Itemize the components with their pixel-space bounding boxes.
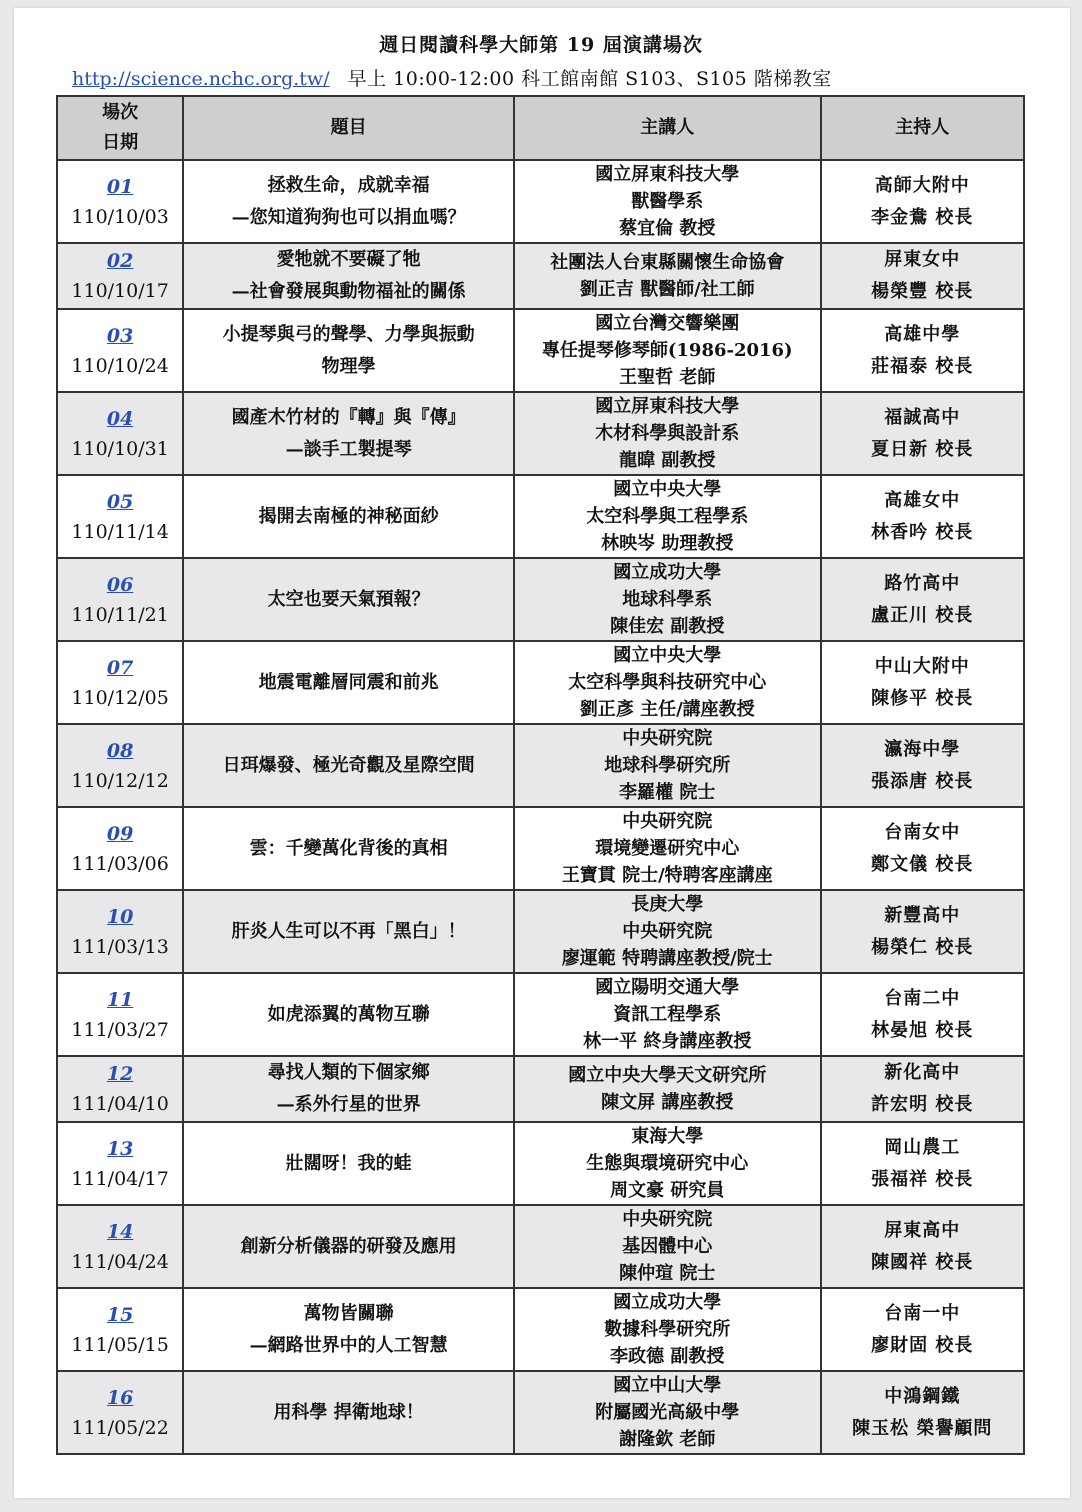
- session-date: 110/10/03: [71, 205, 169, 228]
- topic-line: 壯闊呀！我的蛙: [285, 1152, 412, 1174]
- page-title: 週日閱讀科學大師第 19 屆演講場次: [379, 34, 703, 56]
- session-date-cell: [57, 1122, 183, 1205]
- topic-cell: [183, 1205, 514, 1288]
- host-line: 福誠高中: [884, 406, 961, 428]
- topic-line: 如虎添翼的萬物互聯: [267, 1003, 430, 1025]
- host-line: 陳國祥 校長: [871, 1251, 974, 1273]
- speaker-line: 國立成功大學: [613, 1292, 722, 1313]
- session-number-link[interactable]: 02: [106, 250, 134, 272]
- speaker-line: 附屬國光高級中學: [595, 1402, 740, 1423]
- topic-cell: [183, 475, 514, 558]
- speaker-line: 國立中央大學天文研究所: [568, 1065, 767, 1086]
- host-line: 許宏明 校長: [871, 1094, 974, 1115]
- speaker-line: 王寶貫 院士/特聘客座講座: [561, 865, 773, 886]
- speaker-line: 李政德 副教授: [610, 1346, 725, 1367]
- session-number-link[interactable]: 05: [106, 490, 134, 513]
- topic-line: 尋找人類的下個家鄉: [267, 1062, 430, 1083]
- table-row: [57, 724, 1024, 807]
- session-date: 111/04/10: [71, 1093, 169, 1115]
- topic-line: 揭開去南極的神秘面紗: [258, 505, 439, 527]
- speaker-line: 王聖哲 老師: [619, 367, 716, 388]
- speaker-line: 國立中山大學: [613, 1375, 722, 1396]
- topic-line: —網路世界中的人工智慧: [249, 1334, 448, 1356]
- speaker-cell: [514, 558, 821, 641]
- speaker-line: 陳文屏 講座教授: [601, 1092, 734, 1113]
- table-row: [57, 1122, 1024, 1205]
- speaker-cell: [514, 160, 821, 243]
- host-line: 張添唐 校長: [871, 770, 974, 792]
- table-row: [57, 1371, 1024, 1454]
- session-date: 111/04/17: [71, 1167, 169, 1190]
- session-date-cell: [57, 1056, 183, 1122]
- table-row: [57, 309, 1024, 392]
- speaker-cell: [514, 1056, 821, 1122]
- host-line: 陳修平 校長: [871, 687, 974, 709]
- session-date-cell: [57, 1288, 183, 1371]
- speaker-line: 東海大學: [631, 1126, 704, 1147]
- session-number-link[interactable]: 06: [106, 573, 134, 596]
- session-number-link[interactable]: 04: [106, 407, 134, 430]
- session-number-link[interactable]: 13: [106, 1137, 134, 1160]
- table-row: [57, 475, 1024, 558]
- speaker-line: 李羅權 院士: [619, 782, 716, 803]
- host-cell: [821, 1056, 1024, 1122]
- host-line: 新豐高中: [884, 904, 961, 926]
- topic-cell: [183, 243, 514, 309]
- session-number-link[interactable]: 14: [106, 1220, 134, 1243]
- host-cell: [821, 973, 1024, 1056]
- speaker-line: 國立中央大學: [613, 479, 722, 500]
- session-date: 111/04/24: [71, 1250, 169, 1273]
- session-date-cell: [57, 558, 183, 641]
- session-date-cell: [57, 724, 183, 807]
- host-line: 屏東高中: [884, 1219, 961, 1241]
- speaker-line: 長庚大學: [631, 894, 704, 915]
- session-date: 111/03/13: [71, 935, 169, 958]
- speaker-line: 劉正吉 獸醫師/社工師: [579, 279, 755, 300]
- topic-cell: [183, 392, 514, 475]
- host-cell: [821, 1205, 1024, 1288]
- host-line: 台南女中: [884, 821, 961, 843]
- speaker-line: 太空科學與科技研究中心: [568, 672, 767, 693]
- speaker-cell: [514, 1205, 821, 1288]
- speaker-line: 林一平 終身講座教授: [583, 1031, 752, 1052]
- host-line: 高雄中學: [884, 323, 961, 345]
- session-date: 110/10/31: [71, 437, 169, 460]
- session-number-link[interactable]: 12: [106, 1063, 134, 1085]
- speaker-line: 蔡宜倫 教授: [619, 218, 716, 239]
- topic-cell: [183, 309, 514, 392]
- session-date: 111/05/22: [71, 1416, 169, 1439]
- host-line: 林晏旭 校長: [871, 1019, 974, 1041]
- session-date-cell: [57, 1371, 183, 1454]
- table-row: [57, 1056, 1024, 1122]
- lecture-schedule-table: [56, 95, 1025, 1455]
- session-date-cell: [57, 807, 183, 890]
- topic-cell: [183, 1056, 514, 1122]
- host-line: 中鴻鋼鐵: [884, 1385, 961, 1407]
- topic-line: 太空也要天氣預報？: [267, 588, 430, 610]
- speaker-line: 陳佳宏 副教授: [610, 616, 725, 637]
- speaker-line: 環境變遷研究中心: [595, 838, 740, 859]
- host-cell: [821, 475, 1024, 558]
- header-host: 主持人: [821, 96, 1024, 160]
- speaker-cell: [514, 475, 821, 558]
- speaker-cell: [514, 1122, 821, 1205]
- topic-cell: [183, 1122, 514, 1205]
- topic-cell: [183, 558, 514, 641]
- session-date-cell: [57, 392, 183, 475]
- event-time-location: 早上 10:00-12:00 科工館南館 S103、S105 階梯教室: [347, 68, 832, 90]
- host-cell: [821, 724, 1024, 807]
- speaker-line: 劉正彥 主任/講座教授: [579, 699, 755, 720]
- topic-line: 萬物皆關聯: [303, 1302, 394, 1324]
- host-line: 莊福泰 校長: [871, 355, 974, 377]
- session-date: 110/12/12: [71, 769, 169, 792]
- host-line: 路竹高中: [884, 572, 961, 594]
- host-line: 高師大附中: [874, 174, 970, 196]
- session-date-cell: [57, 243, 183, 309]
- host-cell: [821, 243, 1024, 309]
- host-line: 屏東女中: [884, 249, 961, 270]
- session-number-link[interactable]: 01: [106, 175, 134, 198]
- topic-line: 物理學: [321, 355, 376, 377]
- speaker-line: 國立陽明交通大學: [595, 977, 740, 998]
- topic-cell: [183, 890, 514, 973]
- session-date-cell: [57, 973, 183, 1056]
- speaker-cell: [514, 392, 821, 475]
- host-cell: [821, 160, 1024, 243]
- table-row: [57, 973, 1024, 1056]
- host-cell: [821, 807, 1024, 890]
- session-date: 111/03/27: [71, 1018, 169, 1041]
- session-date-cell: [57, 475, 183, 558]
- session-date-cell: [57, 641, 183, 724]
- website-link[interactable]: http://science.nchc.org.tw/: [72, 68, 330, 90]
- topic-line: 日珥爆發、極光奇觀及星際空間: [222, 754, 475, 776]
- topic-line: 雲：千變萬化背後的真相: [249, 837, 448, 859]
- topic-line: 用科學 捍衛地球！: [273, 1401, 424, 1423]
- topic-line: 肝炎人生可以不再「黑白」！: [231, 920, 466, 942]
- topic-cell: [183, 973, 514, 1056]
- session-date: 110/10/24: [71, 354, 169, 377]
- host-line: 楊榮豐 校長: [871, 281, 974, 302]
- speaker-line: 中央研究院: [622, 1209, 713, 1230]
- session-number-link[interactable]: 15: [106, 1303, 134, 1326]
- host-line: 盧正川 校長: [871, 604, 974, 626]
- topic-cell: [183, 807, 514, 890]
- table-header-row: [57, 96, 1024, 160]
- host-line: 台南一中: [884, 1302, 961, 1324]
- session-number-link[interactable]: 09: [106, 822, 134, 845]
- host-line: 林香吟 校長: [871, 521, 974, 543]
- speaker-cell: [514, 309, 821, 392]
- topic-cell: [183, 160, 514, 243]
- speaker-line: 社團法人台東縣關懷生命協會: [550, 252, 785, 273]
- session-date: 111/03/06: [71, 852, 169, 875]
- speaker-line: 基因體中心: [622, 1236, 713, 1257]
- host-cell: [821, 1371, 1024, 1454]
- table-row: [57, 641, 1024, 724]
- session-number-link[interactable]: 08: [106, 739, 134, 762]
- speaker-line: 專任提琴修琴師(1986-2016): [541, 340, 793, 361]
- table-row: [57, 392, 1024, 475]
- speaker-line: 國立屏東科技大學: [595, 164, 740, 185]
- speaker-line: 資訊工程學系: [613, 1004, 722, 1025]
- speaker-line: 獸醫學系: [631, 191, 704, 212]
- host-line: 中山大附中: [874, 655, 970, 677]
- host-cell: [821, 392, 1024, 475]
- session-number-link[interactable]: 16: [106, 1386, 134, 1409]
- host-line: 張福祥 校長: [871, 1168, 974, 1190]
- topic-line: 小提琴與弓的聲學、力學與振動: [222, 323, 475, 345]
- speaker-line: 國立成功大學: [613, 562, 722, 583]
- speaker-cell: [514, 1288, 821, 1371]
- session-number-link[interactable]: 11: [106, 988, 134, 1011]
- speaker-line: 生態與環境研究中心: [586, 1153, 749, 1174]
- header-session-date: 場次 日期: [57, 96, 183, 160]
- topic-cell: [183, 1288, 514, 1371]
- host-cell: [821, 890, 1024, 973]
- speaker-cell: [514, 807, 821, 890]
- subtitle-line: [72, 64, 832, 91]
- topic-line: 愛牠就不要礙了牠: [276, 249, 421, 270]
- speaker-cell: [514, 973, 821, 1056]
- host-cell: [821, 1122, 1024, 1205]
- host-cell: [821, 1288, 1024, 1371]
- host-line: 鄭文儀 校長: [871, 853, 974, 875]
- speaker-line: 陳仲瑄 院士: [619, 1263, 716, 1284]
- speaker-line: 龍暐 副教授: [619, 450, 716, 471]
- speaker-line: 謝隆欽 老師: [619, 1429, 716, 1450]
- topic-line: —談手工製提琴: [285, 438, 412, 460]
- table-row: [57, 558, 1024, 641]
- topic-line: 地震電離層同震和前兆: [258, 671, 439, 693]
- speaker-line: 周文豪 研究員: [610, 1180, 725, 1201]
- session-date-cell: [57, 1205, 183, 1288]
- speaker-line: 中央研究院: [622, 728, 713, 749]
- host-line: 李金鴦 校長: [871, 206, 974, 228]
- session-number-link[interactable]: 10: [106, 905, 134, 928]
- session-date-cell: [57, 309, 183, 392]
- session-date-cell: [57, 890, 183, 973]
- session-number-link[interactable]: 03: [106, 324, 134, 347]
- host-line: 新化高中: [884, 1062, 961, 1083]
- speaker-line: 地球科學系: [622, 589, 713, 610]
- host-line: 陳玉松 榮譽顧問: [852, 1417, 993, 1439]
- topic-cell: [183, 724, 514, 807]
- speaker-line: 太空科學與工程學系: [586, 506, 749, 527]
- host-cell: [821, 641, 1024, 724]
- speaker-cell: [514, 724, 821, 807]
- session-date: 110/12/05: [71, 686, 169, 709]
- speaker-line: 中央研究院: [622, 811, 713, 832]
- topic-line: —系外行星的世界: [276, 1094, 421, 1115]
- host-cell: [821, 309, 1024, 392]
- table-row: [57, 1205, 1024, 1288]
- topic-line: 拯救生命，成就幸福: [267, 174, 430, 196]
- speaker-cell: [514, 243, 821, 309]
- header-speaker: 主講人: [514, 96, 821, 160]
- topic-cell: [183, 1371, 514, 1454]
- speaker-cell: [514, 1371, 821, 1454]
- session-date-cell: [57, 160, 183, 243]
- speaker-line: 木材科學與設計系: [595, 423, 740, 444]
- session-number-link[interactable]: 07: [106, 656, 134, 679]
- table-row: [57, 160, 1024, 243]
- session-date: 110/11/14: [71, 520, 169, 543]
- session-date: 110/10/17: [71, 280, 169, 302]
- host-line: 台南二中: [884, 987, 961, 1009]
- table-row: [57, 243, 1024, 309]
- topic-line: —您知道狗狗也可以捐血嗎？: [231, 206, 466, 228]
- table-row: [57, 1288, 1024, 1371]
- host-line: 高雄女中: [884, 489, 961, 511]
- table-row: [57, 807, 1024, 890]
- speaker-line: 中央研究院: [622, 921, 713, 942]
- session-date: 111/05/15: [71, 1333, 169, 1356]
- speaker-line: 林映岑 助理教授: [601, 533, 734, 554]
- speaker-line: 地球科學研究所: [604, 755, 731, 776]
- speaker-line: 國立台灣交響樂團: [595, 313, 740, 334]
- topic-cell: [183, 641, 514, 724]
- header-topic: 題目: [183, 96, 514, 160]
- host-cell: [821, 558, 1024, 641]
- host-line: 廖財固 校長: [871, 1334, 974, 1356]
- table-row: [57, 890, 1024, 973]
- speaker-line: 數據科學研究所: [604, 1319, 731, 1340]
- host-line: 楊榮仁 校長: [871, 936, 974, 958]
- session-date: 110/11/21: [71, 603, 169, 626]
- topic-line: —社會發展與動物福祉的關係: [231, 281, 466, 302]
- host-line: 岡山農工: [884, 1136, 961, 1158]
- topic-line: 創新分析儀器的研發及應用: [240, 1235, 457, 1257]
- speaker-line: 廖運範 特聘講座教授/院士: [561, 948, 773, 969]
- speaker-cell: [514, 890, 821, 973]
- topic-line: 國產木竹材的『轉』與『傳』: [231, 406, 466, 428]
- host-line: 夏日新 校長: [871, 438, 974, 460]
- speaker-line: 國立中央大學: [613, 645, 722, 666]
- speaker-cell: [514, 641, 821, 724]
- host-line: 瀛海中學: [884, 738, 961, 760]
- speaker-line: 國立屏東科技大學: [595, 396, 740, 417]
